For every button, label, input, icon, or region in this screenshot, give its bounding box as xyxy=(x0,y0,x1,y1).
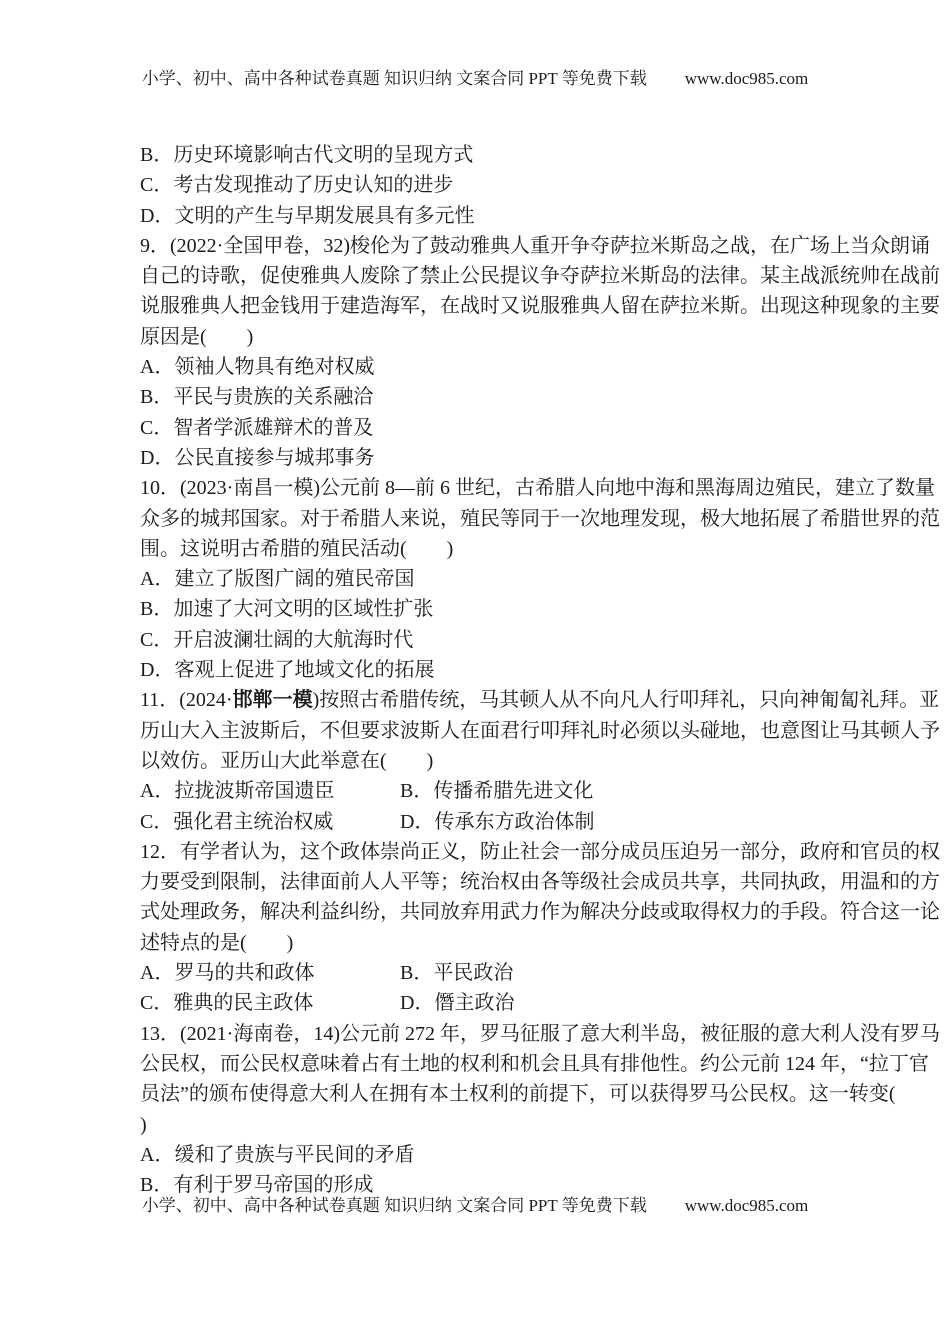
question-stem-line: 说服雅典人把金钱用于建造海军，在战时又说服雅典人留在萨拉米斯。出现这种现象的主要 xyxy=(140,295,940,318)
stem-text: 11．(2024· xyxy=(140,689,233,712)
question-9 xyxy=(140,231,940,473)
option-item: B．加速了大河文明的区域性扩张 xyxy=(140,598,434,621)
option-item: C．雅典的民主政体 xyxy=(140,992,314,1015)
question-stem-line xyxy=(140,685,940,715)
stem-text-bold: 邯郸一模 xyxy=(232,689,313,712)
question-stem-line: 历山大入主波斯后，不但要求波斯人在面君行叩拜礼时必须以头碰地，也意图让马其顿人予 xyxy=(140,719,940,742)
question-stem-line: 9．(2022·全国甲卷，32)梭伦为了鼓动雅典人重开争夺萨拉米斯岛之战，在广场上当众朗诵 xyxy=(140,234,930,257)
option-item: B．传播希腊先进文化 xyxy=(400,780,594,803)
question-10 xyxy=(140,473,940,685)
option-item: A．罗马的共和政体 xyxy=(140,962,315,985)
option-item: B．历史环境影响古代文明的呈现方式 xyxy=(140,144,474,166)
option-item: D．传承东方政治体制 xyxy=(400,810,595,833)
question-stem-line: 众多的城邦国家。对于希腊人来说，殖民等同于一次地理发现，极大地拓展了希腊世界的范 xyxy=(140,507,940,530)
question-stem-line: 原因是( ) xyxy=(140,325,254,348)
question-stem-line: 自己的诗歌，促使雅典人废除了禁止公民提议争夺萨拉米斯岛的法律。某主战派统帅在战前 xyxy=(140,265,940,288)
option-item: B．平民与贵族的关系融洽 xyxy=(140,386,374,409)
header-site-url: www.doc985.com xyxy=(684,69,809,88)
question-11 xyxy=(140,685,940,836)
question-stem-line: 力要受到限制，法律面前人人平等；统治权由各等级社会成员共享，共同执政，用温和的方 xyxy=(140,871,940,894)
header-watermark-text: 小学、初中、高中各种试卷真题 知识归纳 文案合同 PPT 等免费下载 xyxy=(141,69,647,88)
option-item: A．领袖人物具有绝对权威 xyxy=(140,356,375,379)
question-stem-line: 以效仿。亚历山大此举意在( ) xyxy=(140,749,434,772)
question-12 xyxy=(140,837,940,1019)
option-item: C．强化君主统治权威 xyxy=(140,810,334,833)
option-item: D．僭主政治 xyxy=(400,992,515,1015)
document-content xyxy=(140,140,940,1200)
footer-watermark-text: 小学、初中、高中各种试卷真题 知识归纳 文案合同 PPT 等免费下载 xyxy=(141,1196,647,1215)
question-stem-line: 13．(2021·海南卷，14)公元前 272 年，罗马征服了意大利半岛，被征服的意大利人没有罗马 xyxy=(140,1022,940,1045)
question-stem-line: 公民权，而公民权意味着占有土地的权利和机会且具有排他性。约公元前 124 年，“拉丁官 xyxy=(140,1052,929,1075)
option-item: B．有利于罗马帝国的形成 xyxy=(140,1174,374,1197)
option-row xyxy=(140,807,878,837)
page-header xyxy=(0,68,950,90)
option-item: C．考古发现推动了历史认知的进步 xyxy=(140,174,454,197)
question-stem-line: 述特点的是( ) xyxy=(140,931,294,954)
question-stem-line: 10．(2023·南昌一模)公元前 8—前 6 世纪，古希腊人向地中海和黑海周边殖民，建立了数量 xyxy=(140,477,935,500)
question-stem-line: 12．有学者认为，这个政体崇尚正义，防止社会一部分成员压迫另一部分，政府和官员的权 xyxy=(140,840,940,863)
option-item: C．智者学派雄辩术的普及 xyxy=(140,416,374,439)
option-item: A．缓和了贵族与平民间的矛盾 xyxy=(140,1143,415,1166)
question-stem-line: ) xyxy=(140,1113,147,1136)
option-row xyxy=(140,988,878,1018)
question-stem-line: 围。这说明古希腊的殖民活动( ) xyxy=(140,537,454,560)
question-stem-line: 员法”的颁布使得意大利人在拥有本土权利的前提下，可以获得罗马公民权。这一转变( xyxy=(140,1083,896,1106)
option-item: A．建立了版图广阔的殖民帝国 xyxy=(140,568,415,591)
question-13 xyxy=(140,1019,940,1201)
option-item: D．文明的产生与早期发展具有多元性 xyxy=(140,204,475,227)
option-item: A．拉拢波斯帝国遗臣 xyxy=(140,780,335,803)
page-footer xyxy=(0,1195,950,1217)
option-item: C．开启波澜壮阔的大航海时代 xyxy=(140,628,414,651)
option-row xyxy=(140,776,878,806)
question-stem-line: 式处理政务，解决利益纠纷，共同放弃用武力作为解决分歧或取得权力的手段。符合这一论 xyxy=(140,901,940,924)
option-row xyxy=(140,958,878,988)
option-item: B．平民政治 xyxy=(400,962,514,985)
footer-site-url: www.doc985.com xyxy=(684,1196,809,1215)
option-item: D．客观上促进了地域文化的拓展 xyxy=(140,659,435,682)
stem-text: )按照古希腊传统，马其顿人从不向凡人行叩拜礼，只向神匍匐礼拜。亚 xyxy=(312,689,940,712)
option-item: D．公民直接参与城邦事务 xyxy=(140,446,375,469)
